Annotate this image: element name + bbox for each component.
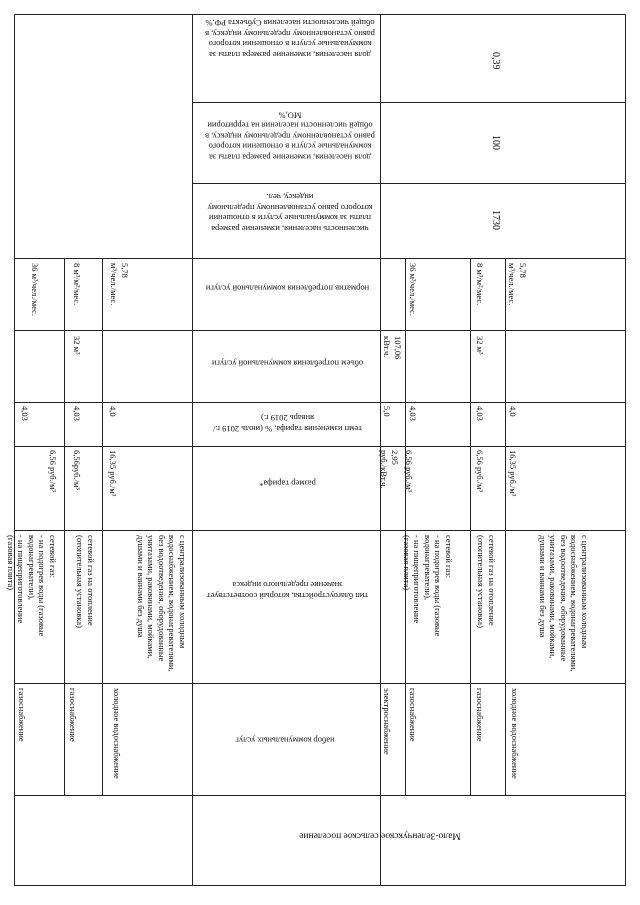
tl-row1-change: 4,03 <box>20 406 30 421</box>
tl-row2-change: 4,03 <box>72 406 82 421</box>
row-line-6 <box>14 446 625 447</box>
br-row2-tariff: 6,56 руб./м³ <box>404 450 414 493</box>
tl-row1-tariff: 6,56 руб./м³ <box>48 450 58 493</box>
header-share-subject: доля населения, изменение размера платы за коммунальные услуги в отношении которого равно установленному предельному индексу, в общей численности населения Субъекта РФ,% <box>205 18 375 60</box>
br-row3-type: сетевой газ на отопление (отопительная установка) <box>476 535 497 628</box>
cell-divider-tl-1 <box>64 258 65 795</box>
header-tariff: размер тарифа* <box>259 478 316 489</box>
header-consumption-norm: норматив потребления коммунальной услуги <box>205 283 370 294</box>
row-line-5 <box>14 402 625 403</box>
br-row4-tariff: 16,35 руб./м³ <box>508 450 518 497</box>
br-row4-change: 4,0 <box>508 406 518 417</box>
br-row1-change: 5,0 <box>382 406 392 417</box>
row-line-2 <box>192 183 625 184</box>
br-row3-volume: 32 м³ <box>475 336 485 355</box>
row-line-3 <box>14 258 625 259</box>
br-row3-service: газоснабжение <box>475 688 485 742</box>
tl-row1-type: сетевой газ: - на подогрев воды (газовые водонагреватели), - на пищеприготовление (газовая плита) <box>6 535 58 637</box>
br-row2-norm: 36 м³/чел./мес. <box>408 263 418 316</box>
summary-population: 1730 <box>490 210 501 230</box>
tl-row3-service: холодное водоснабжение <box>112 688 122 779</box>
br-row4-service: холодное водоснабжение <box>510 688 520 779</box>
cell-divider-br-3 <box>505 258 506 795</box>
br-row1-volume: 107,06 кВт.ч. <box>382 336 403 360</box>
table-border-top <box>14 14 626 15</box>
tl-row2-type: сетевой газ на отопление (отопительная установка) <box>75 535 96 628</box>
tl-row3-norm: 5,78 м³/чел./мес. <box>109 263 130 306</box>
br-row2-change: 4,03 <box>408 406 418 421</box>
tl-row2-service: газоснабжение <box>68 688 78 742</box>
cell-divider-br-2 <box>470 258 471 795</box>
br-row1-service: электроснабжение <box>382 688 392 755</box>
summary-share-mo: 100 <box>490 135 501 150</box>
table-border-left <box>14 14 15 886</box>
tl-row3-change: 4,0 <box>108 406 118 417</box>
tl-row1-service: газоснабжение <box>17 688 27 742</box>
br-row1-tariff: 2,95 руб./кВт.ч. <box>379 450 400 489</box>
br-row4-type: с централизованным холодным водоснабжением, водонагревателями, без водоотведения, оборудованные унитазами, раковинами, мойками, душами и ваннами без душа <box>538 535 590 672</box>
br-row3-tariff: 6,56 руб./м³ <box>475 450 485 493</box>
header-population-count: численность населения, изменение размера платы за коммунальные услуги в отношении которого равно установленному предельному индексу, чел. <box>207 192 373 234</box>
row-line-1 <box>192 102 625 103</box>
br-row4-norm: 5,78 м³/чел./мес. <box>507 263 528 306</box>
table-border-bottom <box>14 885 626 886</box>
header-tariff-change: темп изменения тарифа, % (июль 2019 г./январь 2019 г.) <box>213 413 362 434</box>
br-row3-change: 4,03 <box>475 406 485 421</box>
tl-row3-type: с централизованным холодным водоснабжением, водонагревателями, без водоотведения, оборудованные унитазами, раковинами, мойками, душами и ваннами без душа <box>136 535 188 672</box>
header-improvement-type: тип благоустройства, который соответствует значение предельного индекса <box>206 580 369 601</box>
header-service-set: набор коммунальных услуг <box>235 735 335 746</box>
row-line-8 <box>14 683 625 684</box>
summary-share-subject: 0,39 <box>490 52 501 70</box>
tl-row3-tariff: 16,35 руб./м³ <box>108 450 118 497</box>
header-consumption-volume: объем потребления коммунальной услуги <box>211 358 364 369</box>
tl-row1-norm: 36 м³/чел./мес. <box>30 263 40 316</box>
tl-row2-volume: 32 м³ <box>72 336 82 355</box>
cell-divider-br-1 <box>405 258 406 795</box>
row-line-9 <box>14 795 625 796</box>
settlement-name: Мало-Зеленчукское сельское поселение <box>299 830 461 841</box>
divider-top-block <box>192 14 193 886</box>
table-border-right <box>625 14 626 886</box>
tl-row2-norm: 8 м³/м²/мес. <box>72 263 82 306</box>
cell-divider-tl-2 <box>102 258 103 795</box>
br-row2-type: сетевой газ: - на подогрев воды (газовые водонагреватели), - на пищеприготовление (газовая плита) <box>402 535 454 637</box>
tl-row2-tariff: 6,56руб./м³ <box>72 450 82 490</box>
br-row2-service: газоснабжение <box>408 688 418 742</box>
row-line-4 <box>14 330 625 331</box>
row-line-7 <box>14 530 625 531</box>
br-row3-norm: 8 м³/м²/мес. <box>475 263 485 306</box>
header-share-mo: доля населения, изменение размера платы за коммунальные услуги в отношении которого равно установленному предельному индексу, в общей численности населения на территории МО,% <box>205 110 375 163</box>
